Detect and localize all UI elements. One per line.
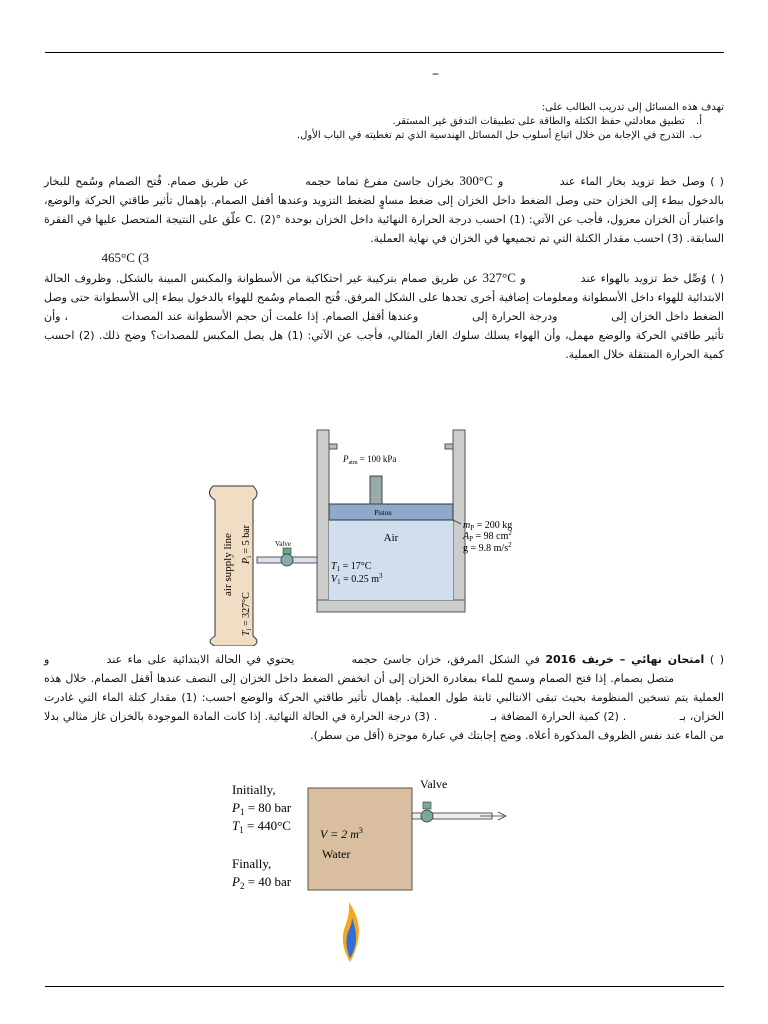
bottom-rule	[45, 986, 724, 987]
figure-water-tank	[222, 772, 522, 962]
problem-3-text-b: يحتوي في الحالة الابتدائية على ماء عند	[106, 653, 295, 666]
problem-2-text-f: ، وأن تأثير طاقتي الحركة والوضع مهمل، وأن الهواء يسلك سلوك الغاز المثالي، فأجب عن الآتي: (1) هل يصل المكبس للمصدات؟ وضح ذلك. (2) احسب كمية الحرارة المنتقلة خلال العملية.	[44, 310, 724, 361]
initially-label: Initially,	[232, 782, 276, 797]
problem-2-temp: 327°C	[482, 270, 516, 285]
cylinder-left-wall	[317, 430, 329, 610]
intro-item-b-num: ب.	[689, 130, 702, 141]
problem-2-text-a: وُصِّل خط تزويد بالهواء عند	[580, 272, 707, 285]
piston-cylinder-diagram	[205, 424, 570, 646]
problem-3	[44, 650, 724, 745]
piston-area-label: $A_P = 98$ $cm^2$	[463, 529, 512, 543]
valve-handle-icon[interactable]	[283, 548, 291, 554]
tank-volume: V = 2 $m^3$	[320, 826, 363, 841]
problem-2-marker: ( )	[710, 272, 725, 285]
patm-label: $P_{atm} = 100$ kPa	[343, 454, 397, 466]
t1-label: $T_1 = 17^\circ C$	[331, 561, 372, 573]
problem-2	[44, 268, 724, 364]
problem-3-text-f: . (3) درجة الحرارة في الحالة النهائية. إذا كانت المادة الموجودة بالخزان غاز مثالي بدلا من الماء عند نفس الظروف المذكورة أعلاه. وضح إجابتك في عبارة موجزة (أقل من سطر).	[44, 710, 724, 742]
v1-label: $V_1 = 0.25$ $m^3$	[331, 572, 383, 586]
problem-1-answer: 465°C (3	[101, 250, 149, 265]
intro-item-a	[44, 115, 724, 129]
gravity-label: g = 9.8 $m/s^2$	[463, 541, 512, 554]
right-stop	[445, 444, 453, 449]
piston-label: Piston	[374, 509, 392, 517]
finally-label: Finally,	[232, 856, 272, 871]
supply-temperature: $T_i = 327^\circ C$	[241, 592, 253, 636]
p1-label: $P_1 = 80$ bar	[232, 800, 292, 817]
supply-pressure: $P_i = 5$ bar	[241, 525, 253, 564]
tank-water-label: Water	[322, 847, 351, 861]
problem-2-text-c: عن طريق صمام بتركيبة غير احتكاكية من الأسطوانة والمكبس المبينة بالشكل. وظروف الحالة الابتدائية للهواء داخل الأسطوانة ومعلومات إضافية أخرى تجدها على الشكل المرفق. فُتح الصمام وسُمح للهواء بالدخول ببطء إلى الأسطوانة حتى وصل الضغط داخل الخزان إلى	[44, 272, 724, 323]
figure-piston-cylinder	[205, 424, 570, 646]
intro-lead: تهدف هذه المسائل إلى تدريب الطالب على:	[541, 102, 724, 113]
left-stop	[329, 444, 337, 449]
intro-section	[44, 101, 724, 143]
problem-3-text-d: متصل بصمام. إذا فتح الصمام وسمح للماء بمغادرة الخزان إلى أن انخفض الضغط داخل الخزان إلى النصف عندها أقفل الصمام. خلال هذه العملية يتم تسخين المنظومة بحيث تبقى الانتالبي ثابتة طول العملية. بإهمال تأثير طاقتي الحركة والوضع احسب: (1) مقدار كتلة الماء التي غادرت الخزان، بـ	[44, 672, 725, 723]
problem-2-text-d: ودرجة الحرارة إلى	[472, 310, 558, 323]
cylinder-bottom	[317, 600, 465, 612]
valve-handle-icon-2[interactable]	[423, 802, 431, 809]
problem-1-text-d: عن طريق صمام. فُتح الصمام وسُمح للبخار بالدخول ببطء إلى الخزان حتى وصل الضغط داخل الخزان إلى ضغط مساوٍ لضغط التزويد وعندها أقفل الصمام. بإهمال تأثير طاقتي الحركة والوضع، واعتبار أن الخزان معزول، فأجب عن الآتي: (1) احسب درجة الحرارة النهائية داخل الخزان بوحدة °C. (2) علّق على النتيجة المتحصل عليها في الفقرة السابقة. (3) احسب مقدار الكتلة التي تم تجميعها في الخزان في نهاية العملية.	[44, 175, 724, 245]
header-dash: –	[432, 66, 439, 82]
problem-1-answer-row	[44, 248, 724, 268]
problem-2-text-b: و	[520, 272, 526, 285]
problem-3-text-c: و	[44, 653, 50, 666]
valve-icon[interactable]	[281, 554, 293, 566]
problem-1-marker: ( )	[710, 175, 724, 188]
problem-1-text-a: وصل خط تزويد بخار الماء عند	[559, 175, 705, 188]
valve-label-2: Valve	[420, 777, 448, 791]
valve-label: Valve	[275, 540, 291, 548]
air-label: Air	[383, 532, 399, 544]
p2-label: $P_2 = 40$ bar	[232, 874, 292, 891]
t1-label-2: $T_1 = 440^\circ C$	[232, 818, 291, 835]
problem-1	[44, 171, 724, 268]
piston-mass-label: $m_P = 200$ kg	[463, 520, 513, 532]
intro-item-a-text: تطبيق معادلتي حفظ الكتلة والطاقة على تطبيقات التدفق غير المستقر.	[392, 116, 685, 127]
problem-1-temp: 300°C	[459, 173, 493, 188]
problem-2-text-e: وعندها أقفل الصمام. إذا علمت أن حجم الأسطوانة عند المصدات	[121, 310, 419, 323]
piston-weight	[370, 476, 382, 504]
problem-3-exam: امتحان نهائي – خريف 2016	[545, 653, 705, 666]
problem-1-text-b: و	[497, 175, 504, 188]
valve-icon-2[interactable]	[421, 810, 433, 822]
water-tank-diagram	[222, 772, 522, 962]
problem-1-text-c: بخزان جاسئ مفرغ تماما حجمه	[305, 175, 455, 188]
problem-3-text-a: في الشكل المرفق، خزان جاسئ حجمه	[351, 653, 540, 666]
intro-item-b-text: التدرج في الإجابة من خلال اتباع أسلوب حل المسائل الهندسية الذي تم تغطيته في الباب الأول.	[296, 130, 685, 141]
supply-line-title: air supply line	[222, 533, 234, 596]
problem-3-marker: ( )	[709, 653, 725, 666]
intro-item-b	[44, 129, 724, 143]
top-rule	[45, 52, 724, 53]
intro-item-a-num: أ.	[696, 116, 702, 127]
problem-3-text-e: . (2) كمية الحرارة المضافة بـ	[490, 710, 627, 723]
